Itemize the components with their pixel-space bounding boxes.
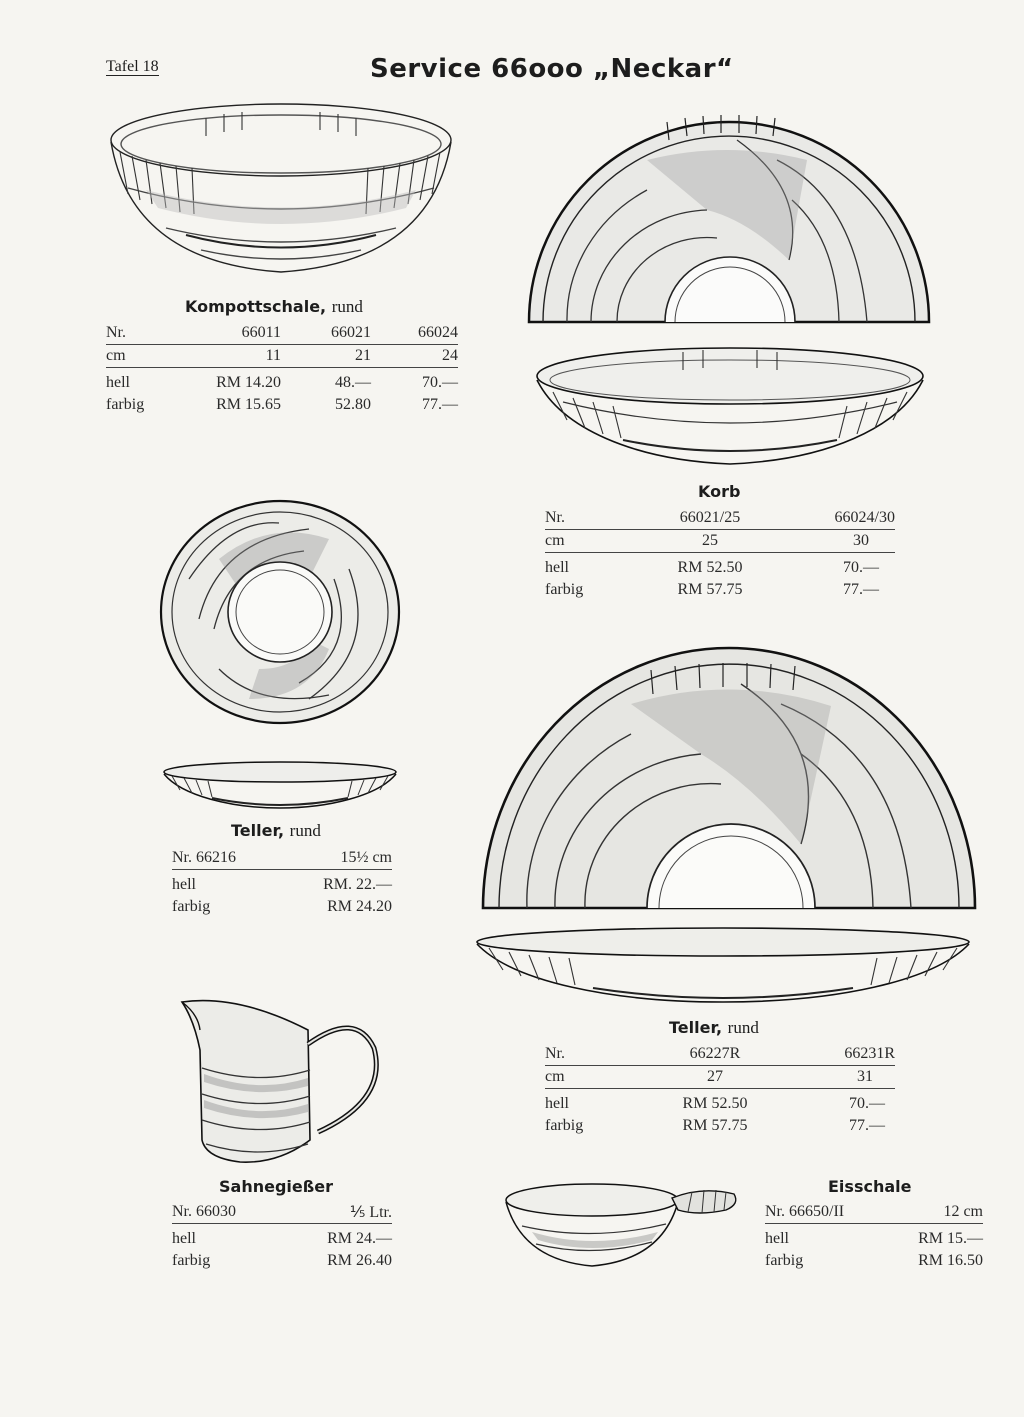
table-row [106, 394, 458, 416]
table-cell: RM 16.50 [918, 1252, 983, 1269]
table-cell: Nr. [106, 322, 186, 345]
eisschale-heading [828, 1177, 911, 1196]
table-row [545, 530, 895, 553]
table-cell: RM 52.50 [682, 1095, 748, 1112]
table-cell: farbig [106, 396, 145, 413]
table-cell: 24 [371, 345, 458, 368]
teller-small-heading [231, 821, 321, 841]
table-cell: Nr. [545, 507, 635, 530]
table-cell: hell [545, 559, 569, 576]
kompottschale-title: Kompottschale, [185, 297, 327, 316]
table-cell: 12 cm [885, 1201, 983, 1224]
table-row [172, 847, 392, 870]
teller-small-subtitle: rund [289, 821, 321, 840]
table-row [765, 1224, 983, 1251]
teller-small-top-illustration [159, 499, 401, 725]
eisschale-title: Eisschale [828, 1177, 912, 1196]
sahnegiesser-heading [219, 1177, 333, 1196]
table-cell: farbig [172, 1252, 211, 1269]
table-row [545, 1115, 895, 1137]
table-cell: 66231R [795, 1043, 895, 1066]
table-cell: 27 [635, 1066, 795, 1089]
table-cell: 66021/25 [635, 507, 785, 530]
table-cell: 77.— [422, 396, 458, 413]
table-row [765, 1201, 983, 1224]
plate-number: Tafel 18 [106, 58, 159, 75]
teller-small-side-illustration [162, 760, 398, 812]
teller-large-price-table [545, 1043, 895, 1137]
table-cell: cm [545, 1066, 635, 1089]
table-row [172, 896, 392, 918]
table-cell: RM 14.20 [216, 374, 281, 391]
sahnegiesser-illustration [178, 990, 388, 1166]
table-row [172, 870, 392, 897]
table-cell: hell [172, 876, 196, 893]
eisschale-illustration [502, 1180, 742, 1272]
table-cell: 52.80 [335, 396, 371, 413]
table-row [106, 322, 458, 345]
table-cell: Nr. 66650/II [765, 1201, 885, 1224]
table-cell: 21 [281, 345, 371, 368]
korb-side-illustration [533, 344, 927, 470]
table-row [172, 1201, 392, 1224]
table-cell: 70.— [849, 1095, 885, 1112]
teller-large-subtitle: rund [727, 1018, 759, 1037]
korb-heading [698, 482, 740, 501]
table-cell: hell [106, 374, 130, 391]
table-cell: farbig [545, 581, 584, 598]
table-cell: 31 [795, 1066, 895, 1089]
sahnegiesser-price-table [172, 1201, 392, 1272]
kompottschale-illustration [106, 100, 456, 290]
page-title: Service 66ooo „Neckar“ [370, 54, 734, 84]
kompottschale-price-table [106, 322, 458, 416]
teller-large-top-illustration [481, 644, 977, 910]
table-row [545, 553, 895, 580]
table-cell: cm [106, 345, 186, 368]
teller-large-heading [669, 1018, 759, 1038]
table-cell: 11 [186, 345, 281, 368]
teller-large-side-illustration [473, 926, 973, 1006]
table-row [545, 1043, 895, 1066]
table-cell: 15½ cm [278, 847, 392, 870]
table-cell: Nr. 66030 [172, 1201, 281, 1224]
table-cell: hell [545, 1095, 569, 1112]
table-cell: 66024/30 [785, 507, 895, 530]
table-cell: 70.— [843, 559, 879, 576]
table-row [545, 507, 895, 530]
table-cell: 66011 [186, 322, 281, 345]
table-cell: 66021 [281, 322, 371, 345]
eisschale-price-table [765, 1201, 983, 1272]
table-row [172, 1224, 392, 1251]
table-cell: cm [545, 530, 635, 553]
table-cell: RM 57.75 [677, 581, 743, 598]
sahnegiesser-title: Sahnegießer [219, 1177, 333, 1196]
table-row [545, 1089, 895, 1116]
table-cell: RM 26.40 [327, 1252, 392, 1269]
table-cell: hell [172, 1230, 196, 1247]
teller-small-title: Teller, [231, 821, 285, 840]
table-cell: farbig [545, 1117, 584, 1134]
korb-price-table [545, 507, 895, 601]
table-row [765, 1250, 983, 1272]
table-row [172, 1250, 392, 1272]
table-cell: 48.— [335, 374, 371, 391]
table-row [545, 1066, 895, 1089]
korb-title: Korb [698, 482, 741, 501]
table-cell: RM. 22.— [323, 876, 392, 893]
table-cell: RM 15.— [918, 1230, 983, 1247]
table-cell: RM 24.20 [327, 898, 392, 915]
table-cell: 25 [635, 530, 785, 553]
kompottschale-heading [185, 297, 363, 317]
table-row [106, 368, 458, 395]
table-cell: RM 57.75 [682, 1117, 748, 1134]
table-cell: 66024 [371, 322, 458, 345]
table-row [106, 345, 458, 368]
table-cell: 77.— [843, 581, 879, 598]
table-cell: Nr. [545, 1043, 635, 1066]
korb-top-illustration [527, 100, 931, 324]
table-cell: farbig [765, 1252, 804, 1269]
table-cell: 77.— [849, 1117, 885, 1134]
table-row [545, 579, 895, 601]
teller-large-title: Teller, [669, 1018, 723, 1037]
table-cell: RM 15.65 [216, 396, 281, 413]
table-cell: ⅕ Ltr. [281, 1201, 392, 1224]
table-cell: RM 24.— [327, 1230, 392, 1247]
table-cell: farbig [172, 898, 211, 915]
table-cell: hell [765, 1230, 789, 1247]
kompottschale-subtitle: rund [331, 297, 363, 316]
table-cell: 70.— [422, 374, 458, 391]
table-cell: 30 [785, 530, 895, 553]
table-cell: RM 52.50 [677, 559, 743, 576]
table-cell: Nr. 66216 [172, 847, 278, 870]
table-cell: 66227R [635, 1043, 795, 1066]
teller-small-price-table [172, 847, 392, 918]
